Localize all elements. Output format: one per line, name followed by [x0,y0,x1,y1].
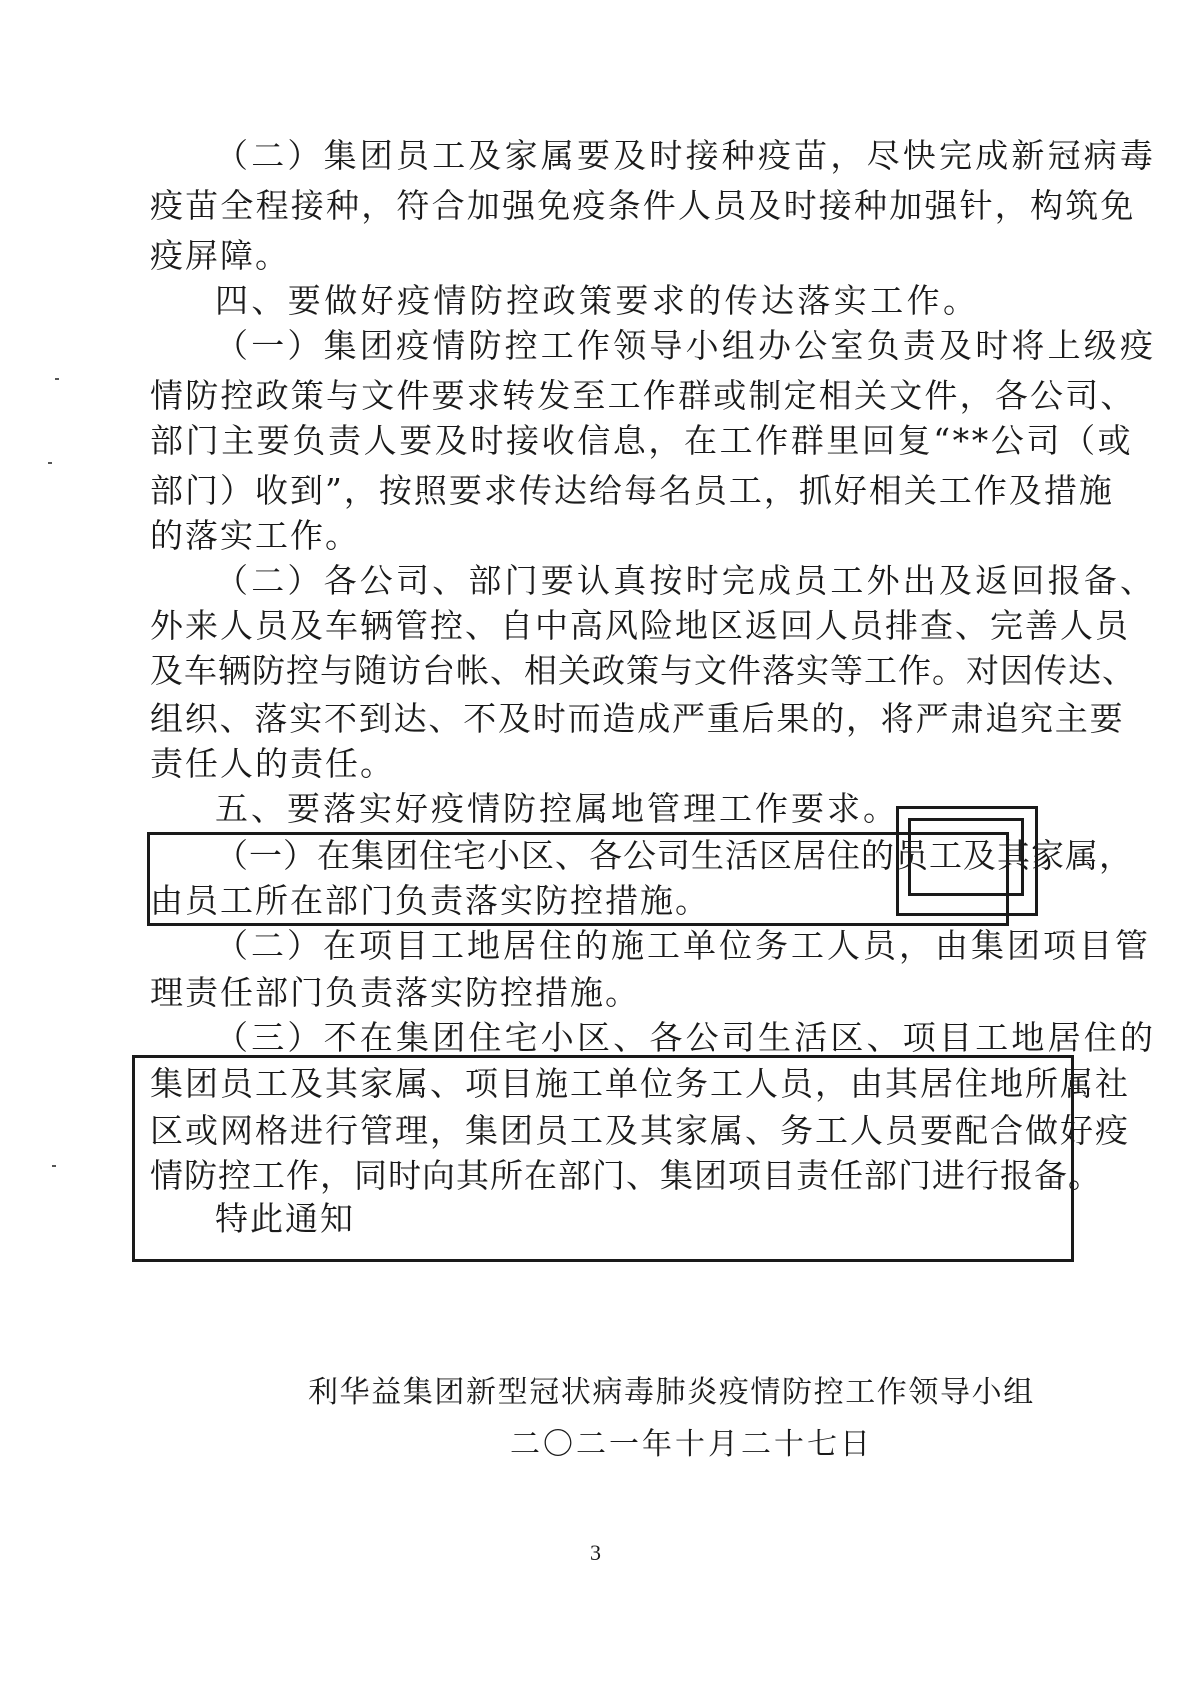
text-line: 部门主要负责人要及时接收信息，在工作群里回复“**公司（或 [150,421,1134,460]
text-line: （二）集团员工及家属要及时接种疫苗，尽快完成新冠病毒 [215,136,1157,175]
text-line: 疫屏障。 [150,236,290,275]
signature-organization: 利华益集团新型冠状病毒肺炎疫情防控工作领导小组 [308,1375,1035,1410]
text-line: 理责任部门负责落实防控措施。 [150,973,640,1012]
highlight-box-small-inner [908,818,1024,896]
scan-speck [52,1165,56,1167]
highlight-box-item-one [147,832,1009,926]
text-line: （一）在集团住宅小区、各公司生活区居住的员工及其家属， [215,836,1133,875]
text-line: 情防控政策与文件要求转发至工作群或制定相关文件，各公司、 [150,376,1136,415]
text-line: 情防控工作，同时向其所在部门、集团项目责任部门进行报备。 [150,1156,1102,1195]
text-line: 部门）收到”，按照要求传达给每名员工，抓好相关工作及措施 [150,471,1114,510]
text-line: （一）集团疫情防控工作领导小组办公室负责及时将上级疫 [215,326,1157,365]
text-line: （二）在项目工地居住的施工单位务工人员，由集团项目管 [215,926,1151,965]
text-line: 疫苗全程接种，符合加强免疫条件人员及时接种加强针，构筑免 [150,186,1136,225]
text-line: 外来人员及车辆管控、自中高风险地区返回人员排查、完善人员 [150,606,1130,645]
text-line: 特此通知 [215,1199,355,1238]
scan-speck [48,462,52,464]
text-line: 组织、落实不到达、不及时而造成严重后果的，将严肃追究主要 [150,699,1125,738]
text-line: 的落实工作。 [150,516,360,555]
scan-speck [55,378,59,380]
page-number: 3 [590,1540,601,1565]
section-heading: 五、要落实好疫情防控属地管理工作要求。 [215,789,899,828]
text-line: （三）不在集团住宅小区、各公司生活区、项目工地居住的 [215,1018,1157,1057]
text-line: （二）各公司、部门要认真按时完成员工外出及返回报备、 [215,561,1157,600]
text-line: 集团员工及其家属、项目施工单位务工人员，由其居住地所属社 [150,1064,1130,1103]
highlight-box-item-three [132,1055,1074,1262]
section-heading: 四、要做好疫情防控政策要求的传达落实工作。 [215,281,980,320]
text-line: 区或网格进行管理，集团员工及其家属、务工人员要配合做好疫 [150,1111,1130,1150]
signature-date: 二〇二一年十月二十七日 [510,1427,873,1462]
text-line: 及车辆防控与随访台帐、相关政策与文件落实等工作。对因传达、 [150,651,1136,690]
text-line: 由员工所在部门负责落实防控措施。 [150,881,710,920]
text-line: 责任人的责任。 [150,744,395,783]
